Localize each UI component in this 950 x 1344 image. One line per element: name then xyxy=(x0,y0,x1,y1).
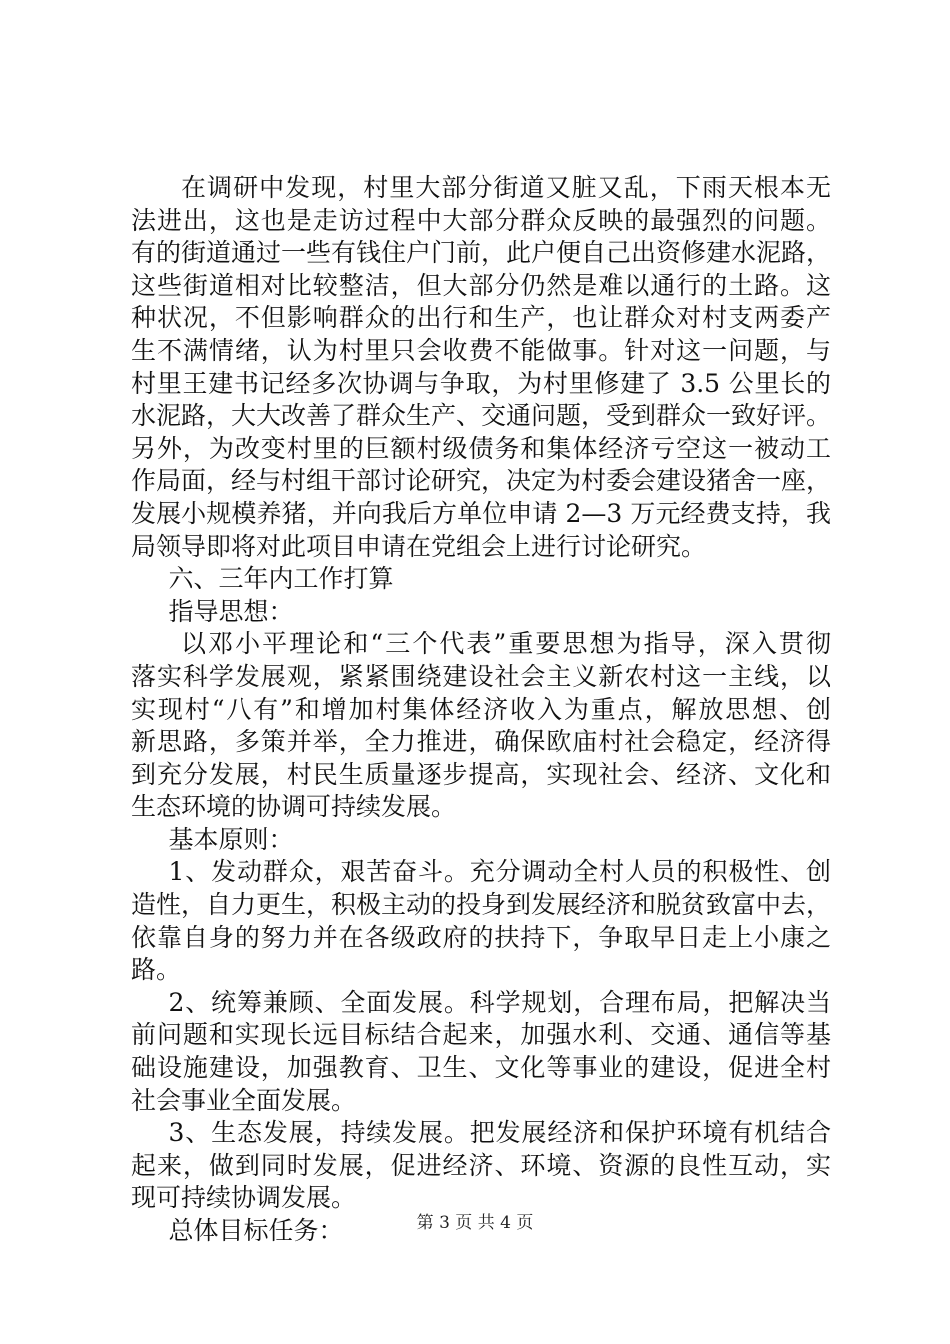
text-line: 种状况，不但影响群众的出行和生产，也让群众对村支两委产 xyxy=(131,303,831,333)
text-line: 现可持续协调发展。 xyxy=(131,1183,357,1213)
text-line: 局领导即将对此项目申请在党组会上进行讨论研究。 xyxy=(131,531,707,561)
text-line: 作局面，经与村组干部讨论研究，决定为村委会建设猪舍一座， xyxy=(131,466,832,496)
text-line: 法进出，这也是走访过程中大部分群众反映的最强烈的问题。 xyxy=(131,205,831,235)
text-line: 实现村“八有”和增加村集体经济收入为重点，解放思想、创 xyxy=(131,694,831,724)
text-line: 发展小规模养猪，并向我后方单位申请 2—3 万元经费支持，我 xyxy=(131,498,831,528)
text-line: 村里王建书记经多次协调与争取，为村里修建了 3.5 公里长的 xyxy=(131,368,831,398)
document-body xyxy=(131,172,831,1248)
text-line: 在调研中发现，村里大部分街道又脏又乱，下雨天根本无 xyxy=(181,173,831,202)
text-line: 生态环境的协调可持续发展。 xyxy=(131,792,457,822)
text-line: 新思路，多策并举，全力推进，确保欧庙村社会稳定，经济得 xyxy=(131,727,831,757)
text-line: 前问题和实现长远目标结合起来，加强水利、交通、通信等基 xyxy=(131,1020,831,1050)
text-line: 指导思想： xyxy=(168,596,294,626)
text-line: 起来，做到同时发展，促进经济、环境、资源的良性互动，实 xyxy=(131,1150,831,1180)
text-line: 1、发动群众，艰苦奋斗。充分调动全村人员的积极性、创 xyxy=(168,857,831,887)
page-footer: 第 3 页 共 4 页 xyxy=(416,1213,534,1233)
text-line: 水泥路，大大改善了群众生产、交通问题，受到群众一致好评。 xyxy=(131,401,832,431)
text-line: 2、统筹兼顾、全面发展。科学规划，合理布局，把解决当 xyxy=(168,987,831,1017)
text-line: 础设施建设，加强教育、卫生、文化等事业的建设，促进全村 xyxy=(131,1053,831,1083)
text-line: 六、三年内工作打算 xyxy=(168,564,394,594)
text-line: 依靠自身的努力并在各级政府的扶持下，争取早日走上小康之 xyxy=(131,922,831,952)
text-line: 总体目标任务： xyxy=(168,1216,344,1245)
text-line: 3、生态发展，持续发展。把发展经济和保护环境有机结合 xyxy=(168,1118,831,1148)
text-line: 有的街道通过一些有钱住户门前，此户便自己出资修建水泥路， xyxy=(131,238,832,268)
text-line: 造性，自力更生，积极主动的投身到发展经济和脱贫致富中去， xyxy=(131,890,832,920)
text-line: 路。 xyxy=(131,955,182,985)
text-line: 另外，为改变村里的巨额村级债务和集体经济亏空这一被动工 xyxy=(131,433,831,463)
text-line: 生不满情绪，认为村里只会收费不能做事。针对这一问题，与 xyxy=(131,335,831,365)
text-line: 到充分发展，村民生质量逐步提高，实现社会、经济、文化和 xyxy=(131,759,831,789)
text-line: 以邓小平理论和“三个代表”重要思想为指导，深入贯彻 xyxy=(181,629,831,659)
text-line: 这些街道相对比较整洁，但大部分仍然是难以通行的土路。这 xyxy=(131,270,831,300)
text-line: 落实科学发展观，紧紧围绕建设社会主义新农村这一主线，以 xyxy=(131,661,831,691)
text-line: 社会事业全面发展。 xyxy=(131,1085,357,1115)
text-line: 基本原则： xyxy=(168,824,294,854)
